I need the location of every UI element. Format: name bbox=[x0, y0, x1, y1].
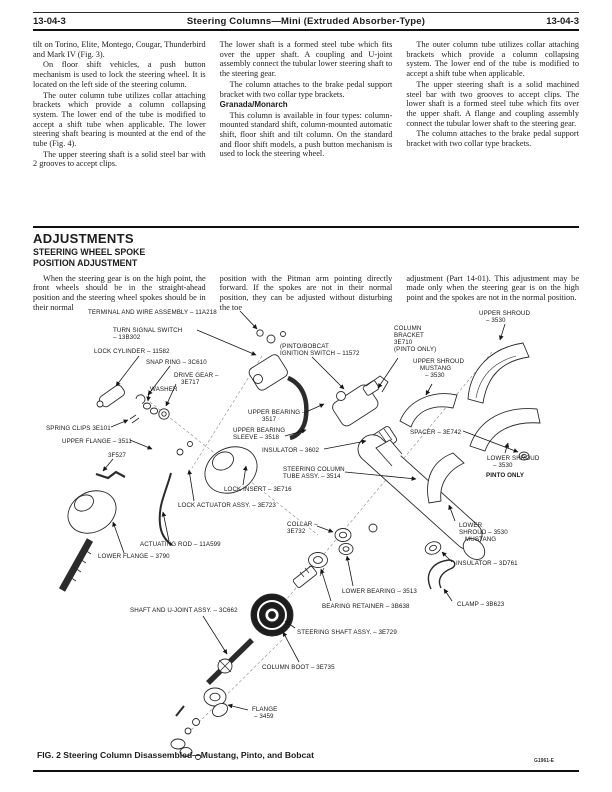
lever-3f527-part bbox=[96, 472, 125, 478]
actuating-rod-part bbox=[160, 473, 172, 545]
turn-signal-switch-part bbox=[247, 353, 306, 438]
terminal-and-wire-part bbox=[257, 330, 286, 343]
part-label-lock-cylinder: LOCK CYLINDER – 11582 bbox=[94, 348, 170, 355]
adjustments-title: ADJUSTMENTS bbox=[33, 231, 134, 246]
leader-arrow-clip-3f527 bbox=[103, 459, 113, 471]
part-label-turn-signal-switch: TURN SIGNAL SWITCH – 13B302 bbox=[113, 327, 183, 341]
part-label-lower-shroud-pinto: LOWER SHROUD – 3530 bbox=[487, 455, 540, 469]
part-label-lower-shroud-pinto-note: PINTO ONLY bbox=[486, 472, 525, 479]
leader-arrow-lock-cylinder bbox=[116, 356, 139, 386]
part-label-column-boot: COLUMN BOOT – 3E735 bbox=[262, 664, 335, 671]
part-label-spring-clips: SPRING CLIPS 3E101 bbox=[46, 425, 111, 432]
body-paragraph: The outer column tube utilizes collar attaching brackets which provide a column collapsing system. The lower end of the tube is modified to accept a shift tube when applicable. The lower steering shaft bearing is mounted at the end of the tube (Fig. 4). bbox=[33, 90, 206, 149]
part-label-upper-shroud: UPPER SHROUD – 3530 bbox=[479, 310, 531, 324]
part-label-flange-3459: FLANGE – 3459 bbox=[252, 706, 278, 720]
part-label-upper-flange: UPPER FLANGE – 3511 bbox=[62, 438, 132, 445]
body-paragraph: tilt on Torino, Elite, Montego, Cougar, Thunderbird and Mark IV (Fig. 3). bbox=[33, 40, 206, 59]
leader-arrow-flange-3459 bbox=[228, 705, 248, 710]
part-label-washer: WASHER bbox=[150, 386, 178, 393]
body-paragraph: The lower shaft is a formed steel tube which fits over the upper shaft. A coupling and U-joint assembly connect the tubular lower steering shaft to the steering gear. bbox=[219, 40, 393, 79]
part-label-lock-actuator: LOCK ACTUATOR ASSY. – 3E723 bbox=[178, 502, 276, 509]
body-paragraph: The upper steering shaft is a solid steel bar with 2 grooves to accept clips. bbox=[33, 149, 206, 169]
body-paragraph: position with the Pitman arm pointing directly forward. If the spokes are not in their normal position, they can be adjusted without disturbing the toe bbox=[219, 273, 393, 312]
leader-arrow-upper-flange bbox=[130, 440, 152, 449]
leader-arrow-bearing-retainer bbox=[321, 569, 331, 601]
leader-arrow-lower-bearing bbox=[347, 556, 353, 586]
part-label-spacer: SPACER – 3E742 bbox=[410, 429, 462, 436]
nut-part bbox=[369, 524, 377, 532]
part-label-pinto-bobcat-ignition-switch: (PINTO/BOBCAT IGNITION SWITCH – 11572 bbox=[280, 343, 360, 357]
part-label-collar: COLLAR – 3E732 bbox=[287, 521, 318, 535]
leader-arrow-upper-bearing bbox=[306, 404, 324, 412]
figure-code: G1961-E bbox=[534, 758, 555, 764]
adjustments-subtitle-line-1: STEERING WHEEL SPOKE bbox=[33, 247, 146, 257]
page-bottom-rule bbox=[33, 770, 579, 772]
collar-part bbox=[335, 529, 351, 542]
page-number-right: 13-04-3 bbox=[546, 15, 579, 27]
leader-arrow-upper-shroud bbox=[500, 324, 505, 340]
body-paragraph: When the steering gear is on the high point, the front wheels should be in the straight-ahead position and the steering wheel spokes should be in their normal bbox=[33, 273, 206, 312]
column-tube-part bbox=[353, 429, 489, 563]
part-label-lock-insert: LOCK INSERT – 3E716 bbox=[224, 486, 292, 493]
part-label-actuating-rod: ACTUATING ROD – 11A599 bbox=[140, 541, 221, 548]
body-paragraph: This column is available in four types: column-mounted standard shift, column-mounted automatic shift, floor shift and tilt column. On the standard and floor shift models, a push button mechanism is used to lock the steering wheel. bbox=[219, 110, 393, 159]
flange-bolts-part bbox=[177, 442, 193, 456]
leader-arrow-turn-signal-switch bbox=[197, 330, 256, 355]
part-label-steering-column-tube: STEERING COLUMN TUBE ASSY. – 3514 bbox=[283, 466, 345, 480]
insulator-3d761-part bbox=[423, 540, 442, 557]
leader-arrow-column-boot bbox=[283, 632, 299, 662]
ignition-switch-part bbox=[330, 380, 380, 428]
leader-arrow-lower-flange bbox=[113, 522, 124, 553]
exploded-parts-drawing bbox=[61, 330, 540, 760]
part-label-lower-bearing: LOWER BEARING – 3513 bbox=[342, 588, 417, 595]
body-paragraph: The column attaches to the brake pedal support bracket with two collar type brackets. bbox=[219, 79, 393, 99]
column-subheading: Granada/Monarch bbox=[219, 100, 288, 110]
lower-shroud-mustang-part bbox=[428, 453, 464, 503]
leader-arrow-column-bracket bbox=[378, 358, 398, 388]
snap-ring-part bbox=[136, 395, 145, 404]
spring-clips-part bbox=[130, 415, 139, 423]
part-label-insulator-3d761: INSULATOR – 3D761 bbox=[456, 560, 518, 567]
figure-caption: FIG. 2 Steering Column Disassembled—Mustang, Pinto, and Bobcat bbox=[37, 750, 314, 760]
body-paragraph: On floor shift vehicles, a push button mechanism is used to lock the steering wheel. It is located on the left side of the steering column. bbox=[33, 60, 206, 89]
adjustments-subtitle-line-2: POSITION ADJUSTMENT bbox=[33, 258, 138, 269]
drive-gear-part bbox=[159, 409, 169, 419]
part-label-upper-bearing: UPPER BEARING – 3517 bbox=[248, 409, 306, 423]
page-number-left: 13-04-3 bbox=[33, 15, 66, 27]
leader-arrow-upper-shroud-mustang bbox=[426, 384, 432, 395]
upper-shroud-mustang-part bbox=[400, 394, 457, 427]
part-label-drive-gear: DRIVE GEAR – 3E717 bbox=[174, 372, 219, 386]
leader-arrow-pinto-bobcat-ignition-switch bbox=[312, 357, 344, 389]
body-paragraph: The column attaches to the brake pedal support bracket with two collar type brackets. bbox=[406, 129, 580, 149]
page-title: Steering Columns—Mini (Extruded Absorber-Type) bbox=[186, 15, 426, 27]
leader-arrow-shaft-u-joint bbox=[203, 616, 227, 654]
part-label-terminal-wire-assembly: TERMINAL AND WIRE ASSEMBLY – 11A218 bbox=[88, 309, 217, 316]
leader-arrow-lock-actuator bbox=[189, 470, 194, 501]
part-label-clip-3f527: 3F527 bbox=[108, 452, 127, 459]
steering-shaft-hub-part bbox=[251, 564, 318, 636]
body-paragraph: adjustment (Part 14-01). This adjustment may be made only when the steering gear is on the high point and the spokes are not in the normal position. bbox=[406, 273, 580, 303]
part-label-upper-shroud-mustang: UPPER SHROUD MUSTANG – 3530 bbox=[413, 358, 465, 379]
part-label-bearing-retainer: BEARING RETAINER – 3B638 bbox=[322, 603, 410, 610]
lock-cylinder-part bbox=[97, 384, 126, 409]
threaded-shaft-part bbox=[62, 540, 91, 590]
leader-arrow-clamp bbox=[444, 589, 452, 601]
part-label-shaft-u-joint: SHAFT AND U-JOINT ASSY. – 3C662 bbox=[130, 607, 238, 614]
part-label-column-bracket: COLUMN BRACKET 3E710 (PINTO ONLY) bbox=[394, 325, 437, 353]
part-label-clamp: CLAMP – 3B623 bbox=[457, 601, 505, 608]
u-joint-shaft-part bbox=[208, 640, 252, 683]
part-label-steering-shaft-assy: STEERING SHAFT ASSY. – 3E729 bbox=[297, 629, 397, 636]
washer-part bbox=[143, 403, 157, 414]
body-paragraph: The outer column tube utilizes collar attaching brackets which provide a column collapsing system. The lower end of the tube is modified to accept a shift tube when applicable. bbox=[406, 40, 580, 79]
leader-arrow-spring-clips bbox=[111, 420, 128, 427]
leader-arrow-collar bbox=[317, 526, 333, 532]
part-label-snap-ring: SNAP RING – 3C610 bbox=[146, 359, 207, 366]
part-label-lower-flange: LOWER FLANGE – 3790 bbox=[98, 553, 170, 560]
part-label-lower-shroud-mustang: LOWER SHROUD – 3530 MUSTANG bbox=[459, 522, 508, 543]
lower-shroud-pinto-part bbox=[470, 409, 540, 451]
lower-flange-part bbox=[61, 483, 124, 542]
lower-bearing-part bbox=[339, 543, 353, 554]
part-label-upper-bearing-sleeve: UPPER BEARING SLEEVE – 3518 bbox=[233, 427, 286, 441]
upper-shroud-part bbox=[468, 343, 529, 403]
clamp-part bbox=[428, 560, 454, 589]
leader-arrow-terminal-wire-assembly bbox=[240, 311, 257, 329]
part-label-insulator-3602: INSULATOR – 3602 bbox=[262, 447, 320, 454]
body-paragraph: The upper steering shaft is a solid machined steel bar with two grooves to accept clips. The lower shaft is a formed steel tube which fits over the upper shaft. A flange and coupling assembly connect the tubular lower shaft to the steering gear. bbox=[406, 79, 580, 128]
